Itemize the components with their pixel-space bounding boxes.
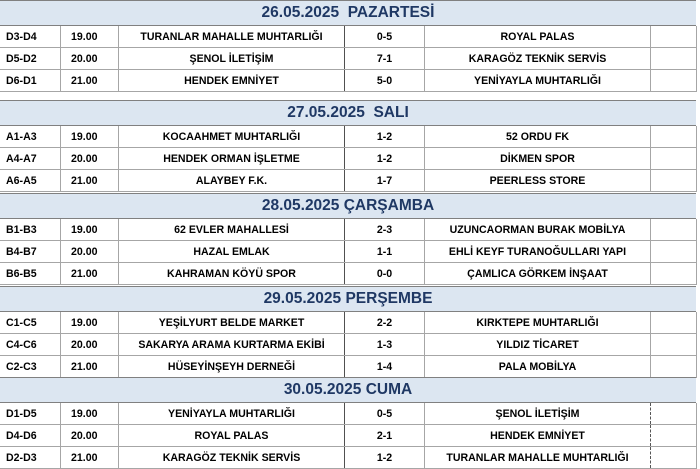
away-team: TURANLAR MAHALLE MUHTARLIĞI [424, 447, 650, 468]
empty-cell [650, 126, 697, 147]
empty-cell [650, 312, 697, 333]
match-score: 1-2 [344, 126, 424, 147]
match-row [0, 26, 697, 48]
match-time: 19.00 [60, 312, 118, 333]
empty-cell [650, 70, 697, 91]
empty-cell [650, 356, 697, 377]
home-team: KAHRAMAN KÖYÜ SPOR [118, 263, 344, 284]
empty-cell [650, 263, 697, 284]
home-team: TURANLAR MAHALLE MUHTARLIĞI [118, 26, 344, 47]
match-code: D1-D5 [6, 407, 37, 420]
match-time: 20.00 [60, 425, 118, 446]
away-team: ÇAMLICA GÖRKEM İNŞAAT [424, 263, 650, 284]
match-score: 2-3 [344, 219, 424, 240]
away-team: PALA MOBİLYA [424, 356, 650, 377]
day-header [0, 0, 696, 26]
match-row [0, 219, 697, 241]
away-team: EHLİ KEYF TURANOĞULLARI YAPI [424, 241, 650, 262]
day-title: 26.05.2025 PAZARTESİ [261, 4, 435, 21]
match-row [0, 403, 697, 425]
match-code: B1-B3 [6, 223, 37, 236]
match-row [0, 170, 697, 192]
match-score: 5-0 [344, 70, 424, 91]
home-team: ROYAL PALAS [118, 425, 344, 446]
match-score: 1-3 [344, 334, 424, 355]
home-team: KOCAAHMET MUHTARLIĞI [118, 126, 344, 147]
away-team: YILDIZ TİCARET [424, 334, 650, 355]
match-time: 20.00 [60, 148, 118, 169]
match-time: 21.00 [60, 356, 118, 377]
away-team: ROYAL PALAS [424, 26, 650, 47]
away-team: YENİYAYLA MUHTARLIĞI [424, 70, 650, 91]
match-time: 20.00 [60, 48, 118, 69]
match-time: 20.00 [60, 334, 118, 355]
match-time: 19.00 [60, 126, 118, 147]
match-time: 21.00 [60, 170, 118, 191]
empty-cell [650, 241, 697, 262]
empty-cell [650, 334, 697, 355]
match-code: C4-C6 [6, 338, 37, 351]
home-team: YEŞİLYURT BELDE MARKET [118, 312, 344, 333]
day-header [0, 377, 696, 403]
match-row [0, 312, 697, 334]
match-code: C2-C3 [6, 360, 37, 373]
match-row [0, 48, 697, 70]
home-team: ŞENOL İLETİŞİM [118, 48, 344, 69]
away-team: UZUNCAORMAN BURAK MOBİLYA [424, 219, 650, 240]
match-score: 2-1 [344, 425, 424, 446]
match-code: D2-D3 [6, 451, 37, 464]
home-team: HENDEK ORMAN İŞLETME [118, 148, 344, 169]
home-team: 62 EVLER MAHALLESİ [118, 219, 344, 240]
match-row [0, 334, 697, 356]
away-team: PEERLESS STORE [424, 170, 650, 191]
match-row [0, 263, 697, 285]
match-row [0, 356, 697, 378]
home-team: KARAGÖZ TEKNİK SERVİS [118, 447, 344, 468]
day-header [0, 193, 696, 219]
away-team: KARAGÖZ TEKNİK SERVİS [424, 48, 650, 69]
match-time: 21.00 [60, 263, 118, 284]
empty-cell [650, 447, 697, 468]
home-team: HAZAL EMLAK [118, 241, 344, 262]
away-team: ŞENOL İLETİŞİM [424, 403, 650, 424]
match-time: 19.00 [60, 219, 118, 240]
match-score: 1-4 [344, 356, 424, 377]
away-team: HENDEK EMNİYET [424, 425, 650, 446]
away-team: 52 ORDU FK [424, 126, 650, 147]
away-team: DİKMEN SPOR [424, 148, 650, 169]
match-code: A6-A5 [6, 174, 37, 187]
match-score: 0-0 [344, 263, 424, 284]
match-score: 1-1 [344, 241, 424, 262]
match-row [0, 148, 697, 170]
match-score: 1-2 [344, 447, 424, 468]
empty-cell [650, 170, 697, 191]
match-time: 20.00 [60, 241, 118, 262]
match-score: 1-7 [344, 170, 424, 191]
home-team: YENİYAYLA MUHTARLIĞI [118, 403, 344, 424]
day-title: 28.05.2025 ÇARŞAMBA [261, 197, 435, 214]
day-title: 30.05.2025 CUMA [283, 381, 413, 398]
day-title: 29.05.2025 PERŞEMBE [263, 290, 433, 307]
match-row [0, 425, 697, 447]
day-title: 27.05.2025 SALI [287, 104, 409, 121]
empty-cell [650, 425, 697, 446]
match-row [0, 70, 697, 92]
match-time: 19.00 [60, 26, 118, 47]
match-code: A1-A3 [6, 130, 37, 143]
match-score: 2-2 [344, 312, 424, 333]
home-team: SAKARYA ARAMA KURTARMA EKİBİ [118, 334, 344, 355]
away-team: KIRKTEPE MUHTARLIĞI [424, 312, 650, 333]
match-row [0, 241, 697, 263]
match-score: 1-2 [344, 148, 424, 169]
match-code: A4-A7 [6, 152, 37, 165]
empty-cell [650, 48, 697, 69]
day-header [0, 100, 696, 126]
empty-cell [650, 148, 697, 169]
match-code: D5-D2 [6, 52, 37, 65]
match-code: D4-D6 [6, 429, 37, 442]
match-code: D3-D4 [6, 30, 37, 43]
match-code: B4-B7 [6, 245, 37, 258]
match-code: B6-B5 [6, 267, 37, 280]
empty-cell [650, 403, 697, 424]
match-time: 21.00 [60, 70, 118, 91]
match-time: 19.00 [60, 403, 118, 424]
match-score: 0-5 [344, 403, 424, 424]
empty-cell [650, 219, 697, 240]
match-row [0, 447, 697, 469]
match-score: 0-5 [344, 26, 424, 47]
match-code: D6-D1 [6, 74, 37, 87]
home-team: ALAYBEY F.K. [118, 170, 344, 191]
match-row [0, 126, 697, 148]
match-score: 7-1 [344, 48, 424, 69]
empty-cell [650, 26, 697, 47]
day-header [0, 286, 696, 312]
match-time: 21.00 [60, 447, 118, 468]
home-team: HENDEK EMNİYET [118, 70, 344, 91]
home-team: HÜSEYİNŞEYH DERNEĞİ [118, 356, 344, 377]
match-code: C1-C5 [6, 316, 37, 329]
